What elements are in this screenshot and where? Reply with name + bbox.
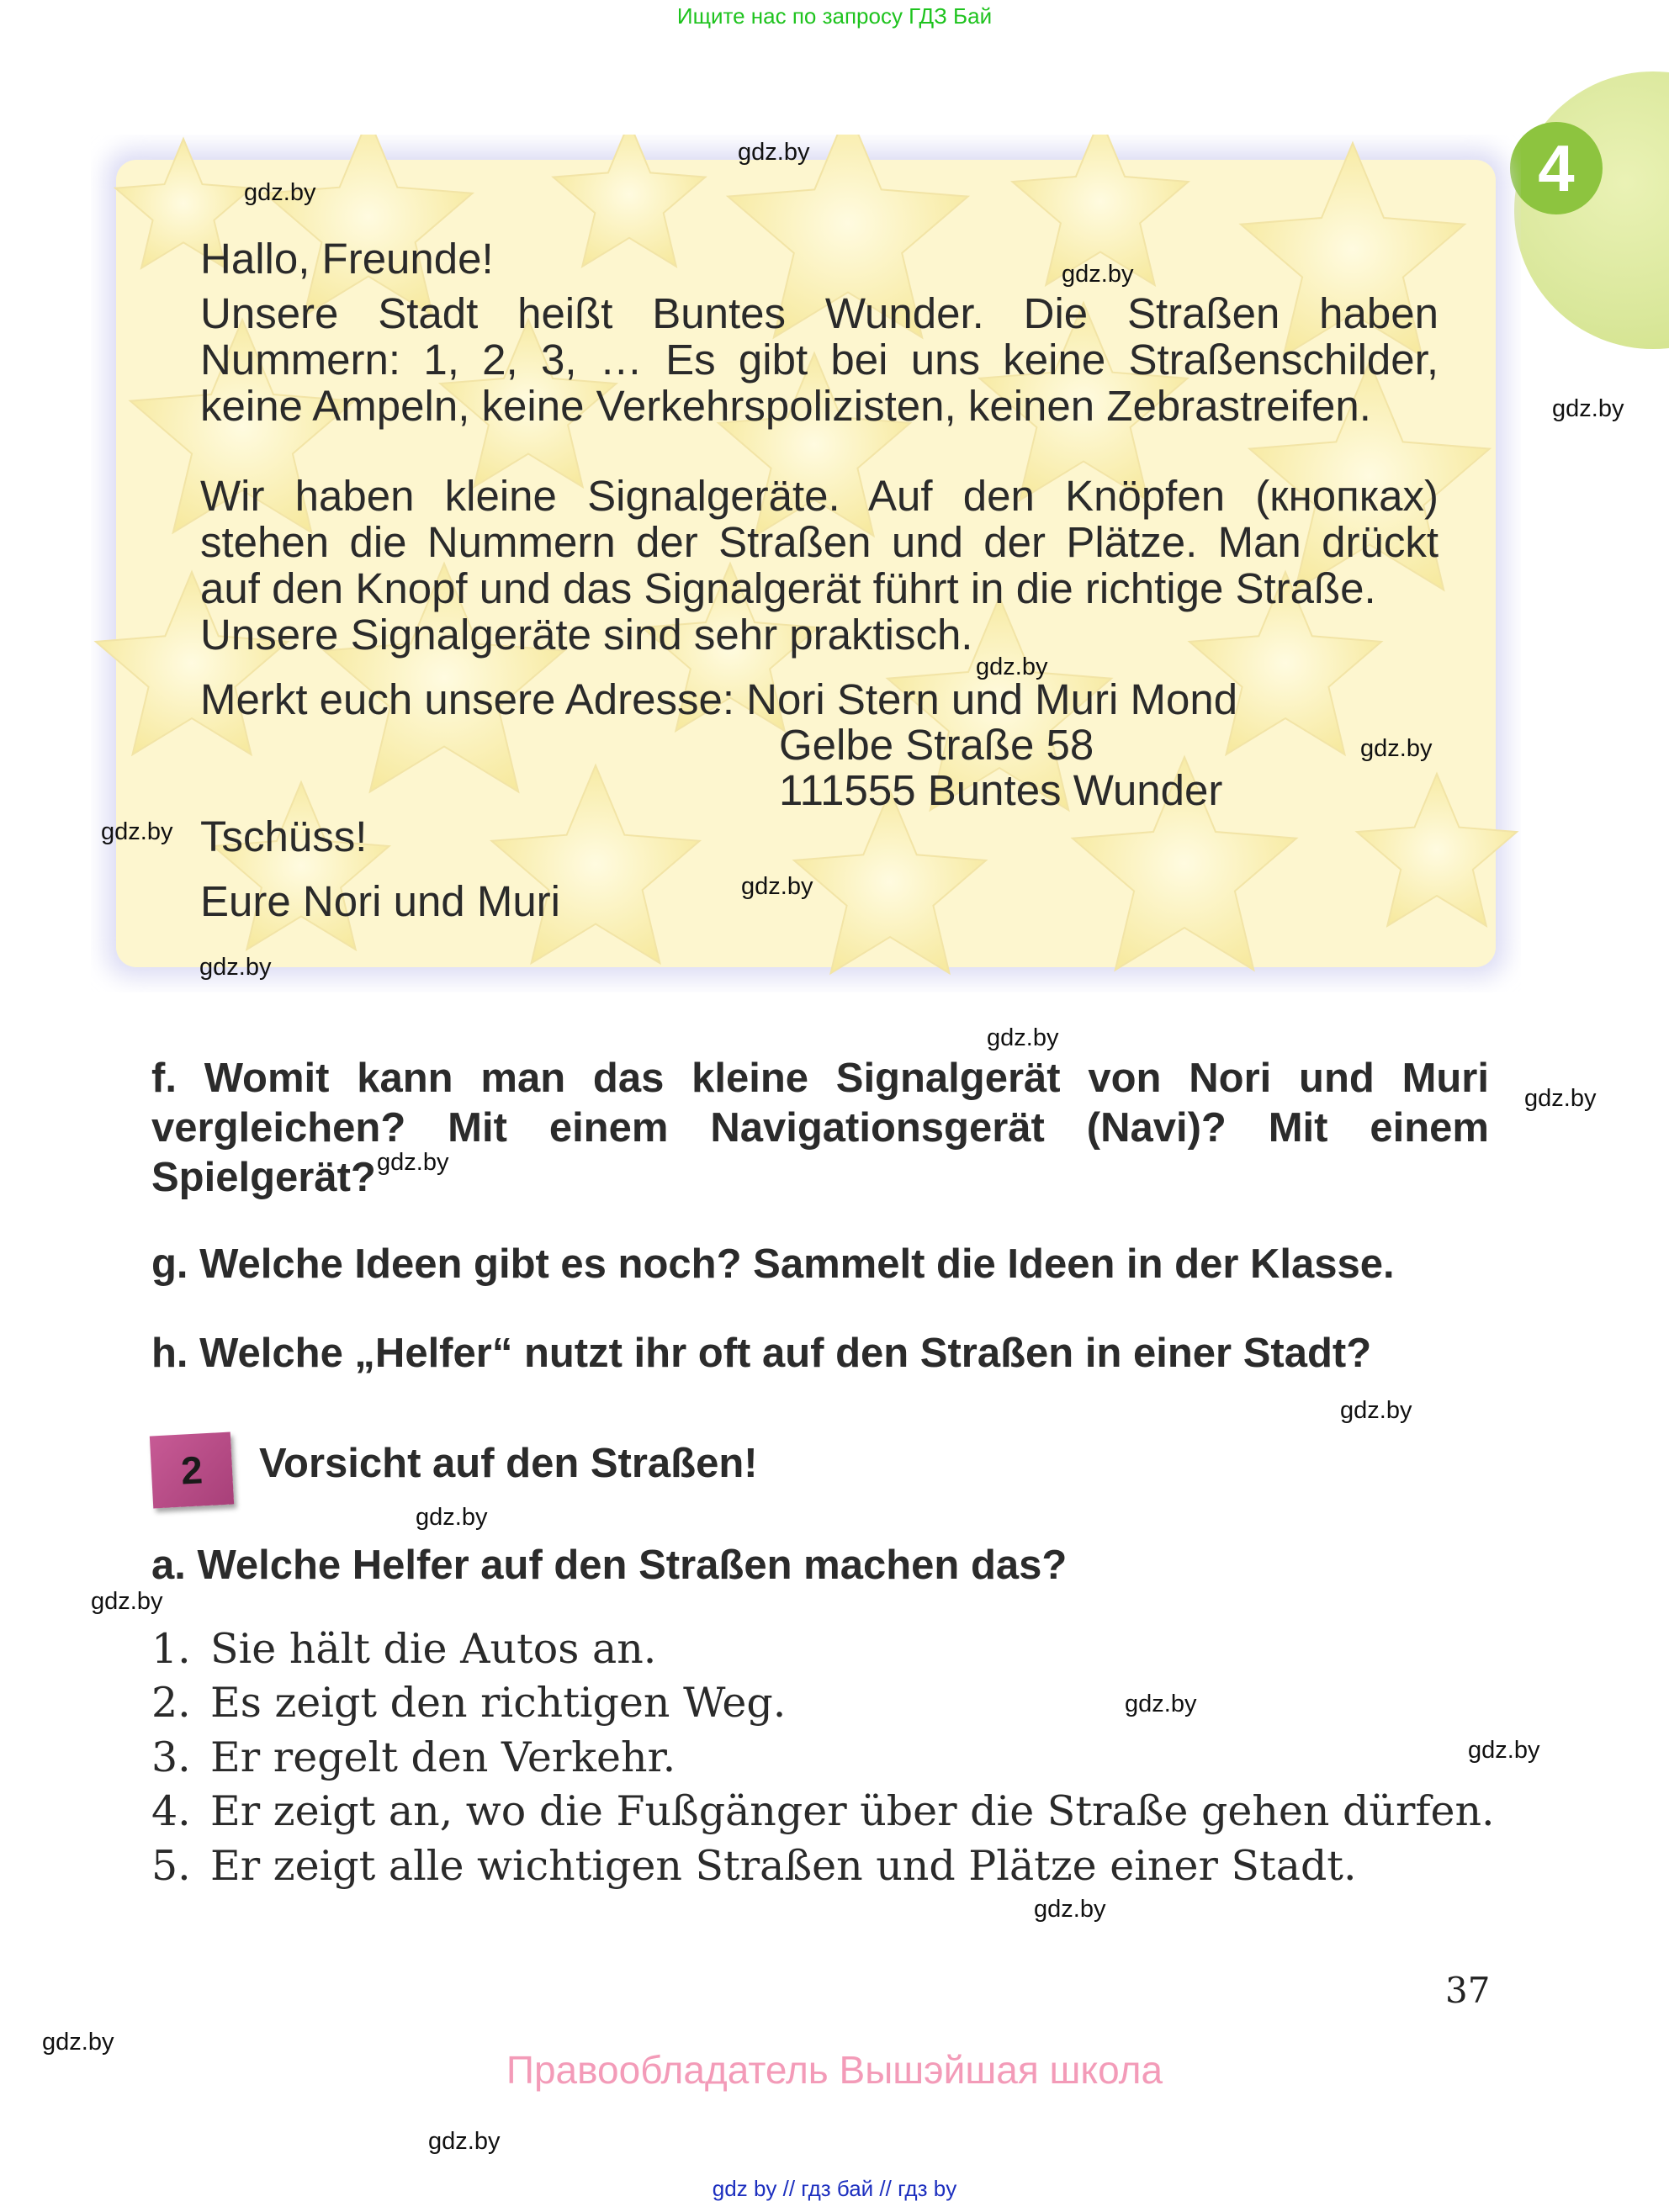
question-h: h. Welche „Helfer“ nutzt ihr oft auf den Straßen in einer Stadt? [151,1331,1372,1376]
list-item-text: Sie hält die Autos an. [210,1625,657,1673]
letter-paragraph-1-line-1: Unsere Stadt heißt Buntes Wunder. Die Straßen haben [200,289,1439,337]
top-banner[interactable]: Ищите нас по запросу ГДЗ Бай [676,3,993,29]
list-item [151,1625,656,1673]
watermark: gdz.by [1360,735,1433,762]
letter-greeting: Hallo, Freunde! [200,235,494,283]
watermark: gdz.by [987,1024,1059,1051]
watermark: gdz.by [377,1149,449,1176]
watermark: gdz.by [91,1588,163,1615]
watermark: gdz.by [416,1504,488,1531]
letter-paragraph-2-line-1: Wir haben kleine Signalgeräte. Auf den Knöpfen (кнопках) [200,472,1439,520]
watermark: gdz.by [1552,395,1624,422]
list-item-number: 5. [151,1842,191,1890]
question-g: g. Welche Ideen gibt es noch? Sammelt die Ideen in der Klasse. [151,1241,1395,1287]
watermark: gdz.by [738,139,810,166]
question-f-line-1: f. Womit kann man das kleine Signalgerät von Nori und Muri [151,1056,1489,1101]
letter-paragraph-2-line-3: auf den Knopf und das Signalgerät führt in die richtige Straße. [200,564,1376,612]
exercise-title: Vorsicht auf den Straßen! [259,1441,758,1486]
letter-paragraph-2-line-4: Unsere Signalgeräte sind sehr praktisch. [200,611,973,659]
letter-address-street: Gelbe Straße 58 [779,721,1094,769]
copyright-footer: Правообладатель Вышэйшая школа [506,2048,1163,2092]
watermark: gdz.by [1524,1085,1597,1112]
question-f-line-2: vergleichen? Mit einem Navigationsgerät (Navi)? Mit einem [151,1105,1489,1151]
exercise-question-a: a. Welche Helfer auf den Straßen machen das? [151,1543,1068,1588]
list-item-text: Er zeigt an, wo die Fußgänger über die Straße gehen dürfen. [210,1787,1495,1835]
watermark: gdz.by [428,2128,501,2155]
watermark: gdz.by [101,818,173,845]
letter-paragraph-2-line-2: stehen die Nummern der Straßen und der Plätze. Man drückt [200,518,1439,566]
question-f-line-3: Spielgerät? [151,1155,376,1200]
bottom-links[interactable]: gdz by // гдз бай // гдз by [712,2176,957,2201]
exercise-number-badge: 2 [150,1432,234,1509]
list-item [151,1842,1357,1890]
list-item-text: Er zeigt alle wichtigen Straßen und Plätze einer Stadt. [210,1842,1357,1890]
list-item-text: Er regelt den Verkehr. [210,1733,676,1781]
letter-closing: Tschüss! [200,812,368,860]
letter-address-city: 111555 Buntes Wunder [779,766,1223,814]
list-item [151,1733,676,1781]
watermark: gdz.by [741,873,813,900]
chapter-number-badge: 4 [1510,122,1603,214]
watermark: gdz.by [1340,1397,1412,1424]
list-item-number: 4. [151,1787,191,1835]
watermark: gdz.by [976,654,1048,680]
letter-paragraph-1-line-2: Nummern: 1, 2, 3, … Es gibt bei uns keine Straßenschilder, [200,336,1439,384]
page-number: 37 [1445,1970,1491,2011]
letter-address-label: Merkt euch unsere Adresse: Nori Stern und Muri Mond [200,675,1238,723]
watermark: gdz.by [1062,261,1134,288]
watermark: gdz.by [199,954,272,981]
list-item-text: Es zeigt den richtigen Weg. [210,1679,787,1727]
watermark: gdz.by [244,179,316,206]
letter-signature: Eure Nori und Muri [200,877,560,925]
watermark: gdz.by [1468,1737,1540,1764]
watermark: gdz.by [1125,1691,1197,1717]
list-item-number: 3. [151,1733,191,1781]
letter-paragraph-1-line-3: keine Ampeln, keine Verkehrspolizisten, keinen Zebrastreifen. [200,382,1371,430]
list-item-number: 1. [151,1625,191,1673]
list-item [151,1787,1495,1835]
list-item-number: 2. [151,1679,191,1727]
watermark: gdz.by [42,2029,114,2056]
list-item [151,1679,786,1727]
watermark: gdz.by [1034,1896,1106,1923]
